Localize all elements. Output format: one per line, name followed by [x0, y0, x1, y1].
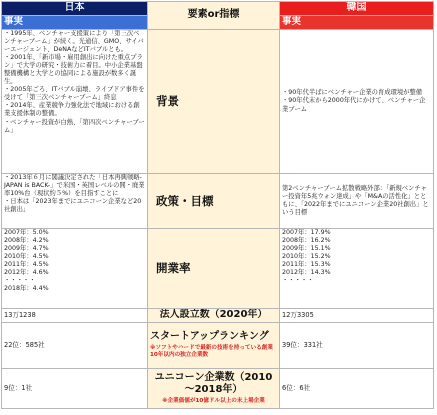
- japan-rate-item: ・・・・・: [4, 277, 36, 285]
- ranking-row: [2, 323, 434, 369]
- policy-row: [2, 174, 434, 229]
- japan-ranking-value: 22位：585社: [2, 323, 148, 369]
- japan-background-item: ・ベンチャー投資が白熱、「第四次ベンチャーブーム」: [4, 118, 145, 134]
- ranking-note: ※ソフトやハードで最新の技術を持っている創業10年以内の独立企業数: [150, 345, 273, 359]
- unicorn-row: [2, 369, 434, 409]
- incorporations-label: 法人設立数（2020年）: [148, 309, 280, 323]
- japan-rate-item: 2010年：4.5%: [4, 253, 49, 261]
- startup-rate-row: [2, 229, 434, 309]
- japan-background-cell: [2, 30, 148, 174]
- japan-rate-item: 2018年：4.4%: [4, 285, 49, 293]
- japan-background-item: ・2014年、産業競争力強化法で地域における創業支援体制の整備。: [4, 102, 140, 118]
- metric-header: 要素or指標: [148, 2, 280, 30]
- korea-incorporations-value: 12万3305: [280, 309, 434, 323]
- japan-rate-item: 2012年：4.6%: [4, 269, 49, 277]
- japan-policy-item: ・日本は「2023年までにユニコーン企業など20社創出」: [4, 198, 142, 214]
- korea-rate-item: 2008年：16.2%: [282, 237, 331, 245]
- korea-policy-cell: [280, 174, 434, 229]
- japan-background-item: ・2005年ごろ、ITバブル崩壊、ライブドア事件を受けて「第三次ベンチャーブーム」終息: [4, 86, 145, 102]
- comparison-table: [1, 1, 434, 409]
- korea-background-cell: [280, 30, 434, 174]
- korea-startup-rate-cell: [280, 229, 434, 309]
- unicorn-cell: [148, 369, 280, 409]
- japan-rate-item: 2011年：4.5%: [4, 261, 49, 269]
- japan-fact-subheader: 事実: [2, 16, 148, 30]
- japan-policy-cell: [2, 174, 148, 229]
- korea-rate-item: 2007年：17.9%: [282, 229, 331, 236]
- background-row: [2, 30, 434, 174]
- korea-rate-item: ・・・・・: [282, 277, 314, 285]
- japan-unicorn-value: 9位：1社: [2, 369, 148, 409]
- korea-background-item: ・90年代半ばにベンチャー企業の育成環境が整備: [282, 89, 423, 97]
- korea-rate-item: 2010年：15.2%: [282, 253, 331, 261]
- japan-incorporations-value: 13万1238: [2, 309, 148, 323]
- japan-rate-item: 2008年：4.2%: [4, 237, 49, 245]
- korea-background-item: ・90年代末から2000年代にかけて、ベンチャー企業ブーム: [282, 97, 426, 113]
- korea-fact-subheader: 事実: [280, 16, 434, 30]
- background-label: 背景: [148, 30, 280, 174]
- korea-header: 韓国: [280, 2, 434, 16]
- startup-rate-label: 開業率: [148, 229, 280, 309]
- korea-rate-item: 2011年：15.3%: [282, 261, 331, 269]
- japan-rate-item: 2009年：4.7%: [4, 245, 49, 253]
- japan-background-item: ・1995年、ベンチャー支援策により「第三次ベンチャーブーム」が続く。光通信、GMO、サイバーエージェント、DeNAなどITバブルとも。: [4, 30, 144, 54]
- ranking-cell: [148, 323, 280, 369]
- korea-rate-item: 2009年：15.1%: [282, 245, 331, 253]
- japan-startup-rate-cell: [2, 229, 148, 309]
- japan-rate-item: 2007年：5.0%: [4, 229, 49, 236]
- unicorn-label: ユニコーン企業数（2010～2018年）: [154, 371, 273, 396]
- incorporations-row: [2, 309, 434, 323]
- japan-header: 日本: [2, 2, 148, 16]
- ranking-label: スタートアップランキング: [150, 331, 269, 343]
- korea-rate-item: 2012年：14.3%: [282, 269, 331, 277]
- korea-ranking-value: 39位：331社: [280, 323, 434, 369]
- policy-label: 政策・目標: [148, 174, 280, 229]
- japan-policy-item: ・2013年６月に閣議決定された「日本再興戦略-JAPAN is BACK-」で米国・英国レベルの開・廃業率10%台（現状約５%）を目指すことに: [4, 174, 145, 198]
- japan-background-item: ・2001年、「新市場・雇用創出に向けた重点プラン」で大学の研究・技術力に着目。中小企業基盤整備機構と大学との協同による施設が数多く誕生。: [4, 54, 143, 86]
- korea-unicorn-value: 6位：6社: [280, 369, 434, 409]
- header-row: [2, 2, 434, 16]
- korea-policy-item: 第2ベンチャーブーム拡散戦略外部：「新規ベンチャー投資年5兆ウォン達成」や「M&Aの活性化」とともに、「2022年までにユニコーン企業20社創出」という目標: [282, 184, 429, 217]
- unicorn-note: ※企業価値が10億ドル以上の未上場企業: [162, 398, 265, 405]
